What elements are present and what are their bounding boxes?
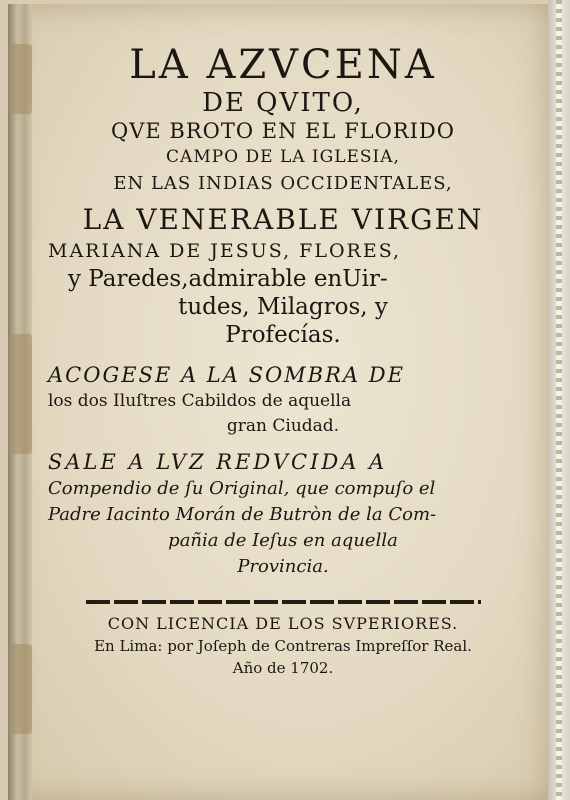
author-line-5: Provincia. xyxy=(237,556,329,577)
paper-damage xyxy=(12,644,32,734)
license-line: CON LICENCIA DE LOS SVPERIORES. xyxy=(107,614,459,633)
paper-damage xyxy=(12,44,32,114)
paper-damage xyxy=(12,334,32,454)
title-page-text xyxy=(48,42,518,679)
subject-line-2: MARIANA DE JESUS, FLORES, xyxy=(48,240,402,262)
dedication-line-3: gran Ciudad. xyxy=(226,416,340,436)
author-line-4: pañia de Ieſus en aquella xyxy=(168,530,398,551)
dedication-line-1: ACOGESE A LA SOMBRA DE xyxy=(48,363,405,387)
page-stack-edge xyxy=(548,0,570,800)
title-line-5: EN LAS INDIAS OCCIDENTALES, xyxy=(113,173,453,194)
author-line-2: Compendio de ſu Original, que compuſo el xyxy=(48,478,436,499)
subject-line-1: LA VENERABLE VIRGEN xyxy=(82,203,484,236)
binding-stitch xyxy=(556,0,562,800)
author-line-1: SALE A LVZ REDVCIDA A xyxy=(48,450,388,474)
author-line-3: Padre Iacinto Morán de Butròn de la Com- xyxy=(48,504,437,525)
subject-line-4: tudes, Milagros, y xyxy=(178,294,388,320)
title-line-2: DE QVITO, xyxy=(202,88,364,118)
paper-page xyxy=(8,4,548,800)
title-line-1: LA AZVCENA xyxy=(129,42,437,88)
subject-line-5: Profecías. xyxy=(225,322,341,348)
printer-line: En Lima: por Joſeph de Contreras Impreſſor Real. xyxy=(94,637,472,655)
book-binding-edge xyxy=(8,4,32,800)
subject-line-3: y Paredes,admirable enUir- xyxy=(68,266,388,292)
year-line: Año de 1702. xyxy=(232,659,334,677)
title-line-4: CAMPO DE LA IGLESIA, xyxy=(166,147,400,167)
title-line-3: QVE BROTO EN EL FLORIDO xyxy=(111,119,455,143)
divider-rule xyxy=(86,600,481,604)
dedication-line-2: los dos Iluſtres Cabildos de aquella xyxy=(48,391,352,411)
